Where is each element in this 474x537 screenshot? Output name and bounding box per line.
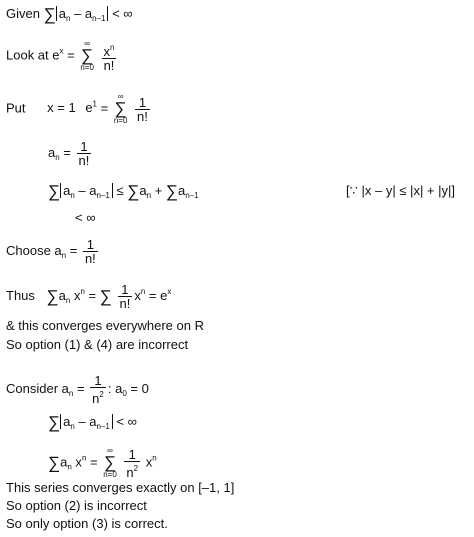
fraction: $\frac{1}{n^2}$ <box>92 373 104 406</box>
line-option-2-incorrect: So option (2) is incorrect <box>6 498 147 513</box>
sigma-symbol: ∑ <box>43 5 56 24</box>
line-choose: Choose $a_n$ = $\frac{1}{n!}$ <box>6 237 96 266</box>
line-an-def: $a_n$ = $\frac{1}{n!}$ <box>48 139 90 168</box>
line-converges-everywhere: & this converges everywhere on R <box>6 318 204 333</box>
line-given: Given ∑ $a_n - a_{n-1}$ < ∞ <box>6 5 133 24</box>
triangle-inequality-note: [∵ |x – y| ≤ |x| + |y|] <box>346 183 455 198</box>
fraction: $\frac{1}{n^2}$ <box>126 446 139 480</box>
line-sum-abs: ∑ $a_n - a_{n-1}$ < ∞ <box>48 413 137 432</box>
line-series-converges: This series converges exactly on [–1, 1] <box>6 480 235 495</box>
line-thus: Thus $\sum a_n$ $x^n$ = ∑ $\frac{1}{n!}$ $x^n = e^x$ <box>6 282 172 311</box>
fraction: $\frac{1}{n!}$ <box>137 94 148 124</box>
fraction: $\frac{1}{n!}$ <box>84 237 96 266</box>
line-less-than-infinity: < ∞ <box>75 210 96 225</box>
line-look-at: Look at $e^x$ = ∞ ∑ n=0 $\frac{x^n}{n!}$ <box>6 39 115 73</box>
line-put: Put x = 1 $e^1$ = ∞ ∑ n=0 $\frac{1}{n!}$ <box>6 92 148 125</box>
line-option-3-correct: So only option (3) is correct. <box>6 516 168 531</box>
fraction: $\frac{1}{n!}$ <box>119 282 131 311</box>
line-options-1-4-incorrect: So option (1) & (4) are incorrect <box>6 337 189 352</box>
line-consider: Consider $a_n$ = $\frac{1}{n^2}$ : $a_0 = 0$ <box>6 373 149 406</box>
sum-with-limits: ∞ ∑ n=0 <box>113 92 128 125</box>
sum-with-limits: ∞ ∑ n=0 <box>103 446 117 479</box>
abs-expression: $a_n - a_{n-1}$ <box>56 6 109 21</box>
line-power-series: $\sum a_n$ $x^n$ = ∞ ∑ n=0 $\frac{1}{n^2}$ $x^n$ <box>48 446 157 480</box>
line-inequality: ∑ $a_n - a_{n-1} \le \sum a_n + \sum a_{n-1}$ <box>48 182 199 201</box>
fraction: $\frac{x^n}{n!}$ <box>103 42 115 73</box>
fraction: $\frac{1}{n!}$ <box>78 139 90 168</box>
sum-with-limits: ∞ ∑ n=0 <box>80 39 94 72</box>
